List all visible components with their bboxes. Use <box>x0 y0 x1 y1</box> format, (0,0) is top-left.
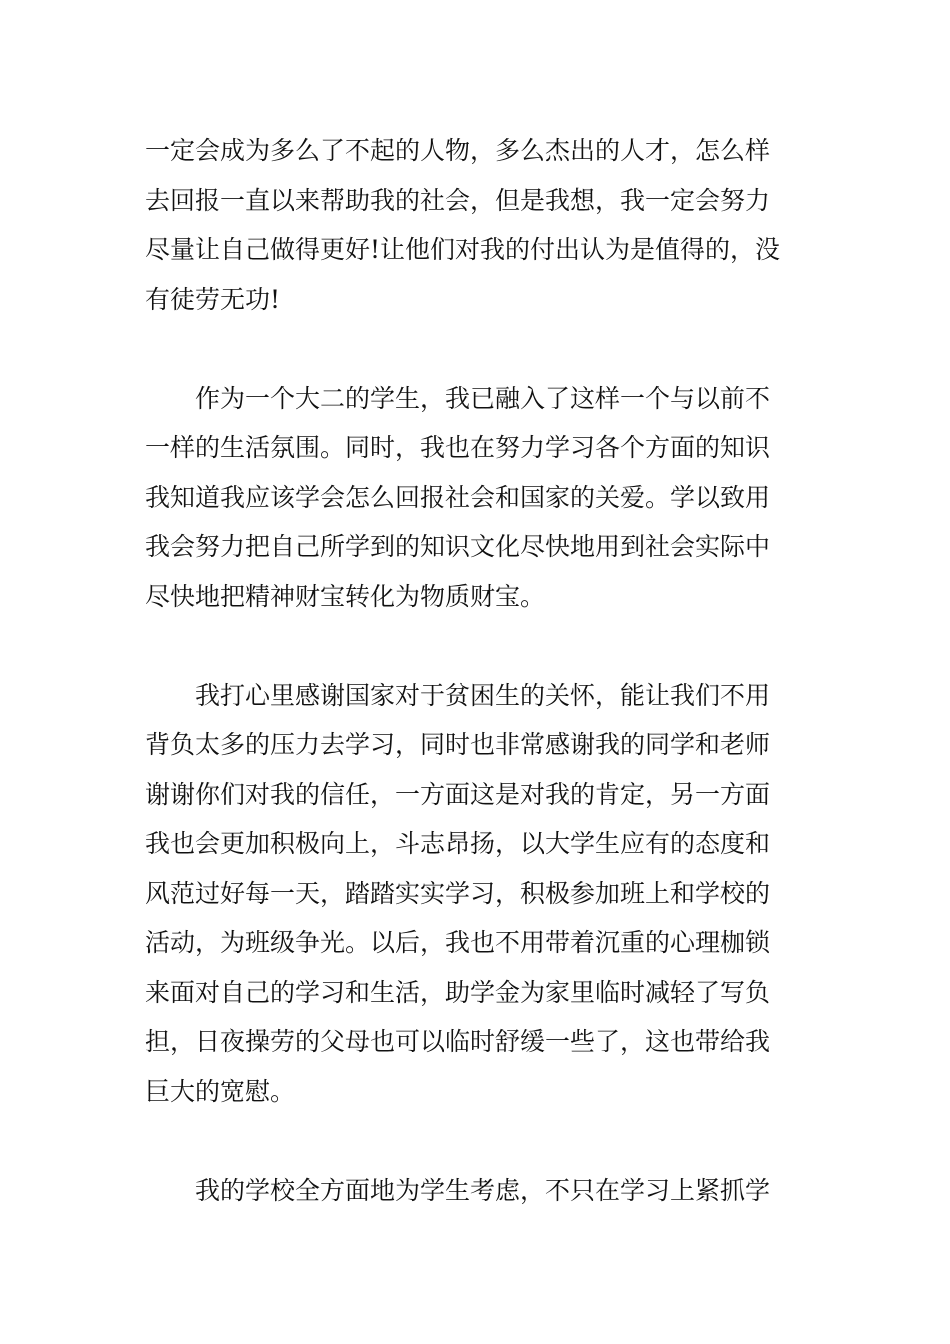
text-line: 一定会成为多么了不起的人物，多么杰出的人才，怎么样 <box>145 136 771 165</box>
text-line: 我打心里感谢国家对于贫困生的关怀，能让我们不用 <box>145 680 771 710</box>
paragraph-1 <box>145 126 810 324</box>
text-line: 有徒劳无功! <box>145 284 281 314</box>
text-line: 巨大的宽慰。 <box>145 1076 296 1106</box>
text-line: 尽快地把精神财宝转化为物质财宝。 <box>145 581 546 611</box>
text-line: 我的学校全方面地为学生考虑，不只在学习上紧抓学 <box>145 1175 771 1205</box>
text-line: 一样的生活氛围。同时，我也在努力学习各个方面的知识 <box>145 433 771 462</box>
text-line: 活动，为班级争光。以后，我也不用带着沉重的心理枷锁 <box>145 928 771 957</box>
text-line: 谢谢你们对我的信任，一方面这是对我的肯定，另一方面 <box>145 779 771 809</box>
paragraph-gap <box>145 1116 810 1166</box>
text-line: 我会努力把自己所学到的知识文化尽快地用到社会实际中 <box>145 532 771 561</box>
paragraph-2 <box>145 374 810 622</box>
text-line: 担，日夜操劳的父母也可以临时舒缓一些了，这也带给我 <box>145 1027 771 1056</box>
document-body <box>145 126 810 1215</box>
text-line: 风范过好每一天，踏踏实实学习，积极参加班上和学校的 <box>145 878 771 908</box>
text-line: 作为一个大二的学生，我已融入了这样一个与以前不 <box>145 383 771 413</box>
text-line: 尽量让自己做得更好!让他们对我的付出认为是值得的，没 <box>145 235 781 264</box>
text-line: 去回报一直以来帮助我的社会，但是我想，我一定会努力 <box>145 185 771 215</box>
text-line: 我知道我应该学会怎么回报社会和国家的关爱。学以致用 <box>145 482 771 512</box>
paragraph-gap <box>145 621 810 671</box>
text-line: 背负太多的压力去学习，同时也非常感谢我的同学和老师 <box>145 730 771 759</box>
paragraph-4 <box>145 1166 810 1216</box>
text-line: 来面对自己的学习和生活，助学金为家里临时减轻了写负 <box>145 977 771 1007</box>
paragraph-3 <box>145 671 810 1117</box>
text-line: 我也会更加积极向上，斗志昂扬，以大学生应有的态度和 <box>145 829 771 858</box>
paragraph-gap <box>145 324 810 374</box>
